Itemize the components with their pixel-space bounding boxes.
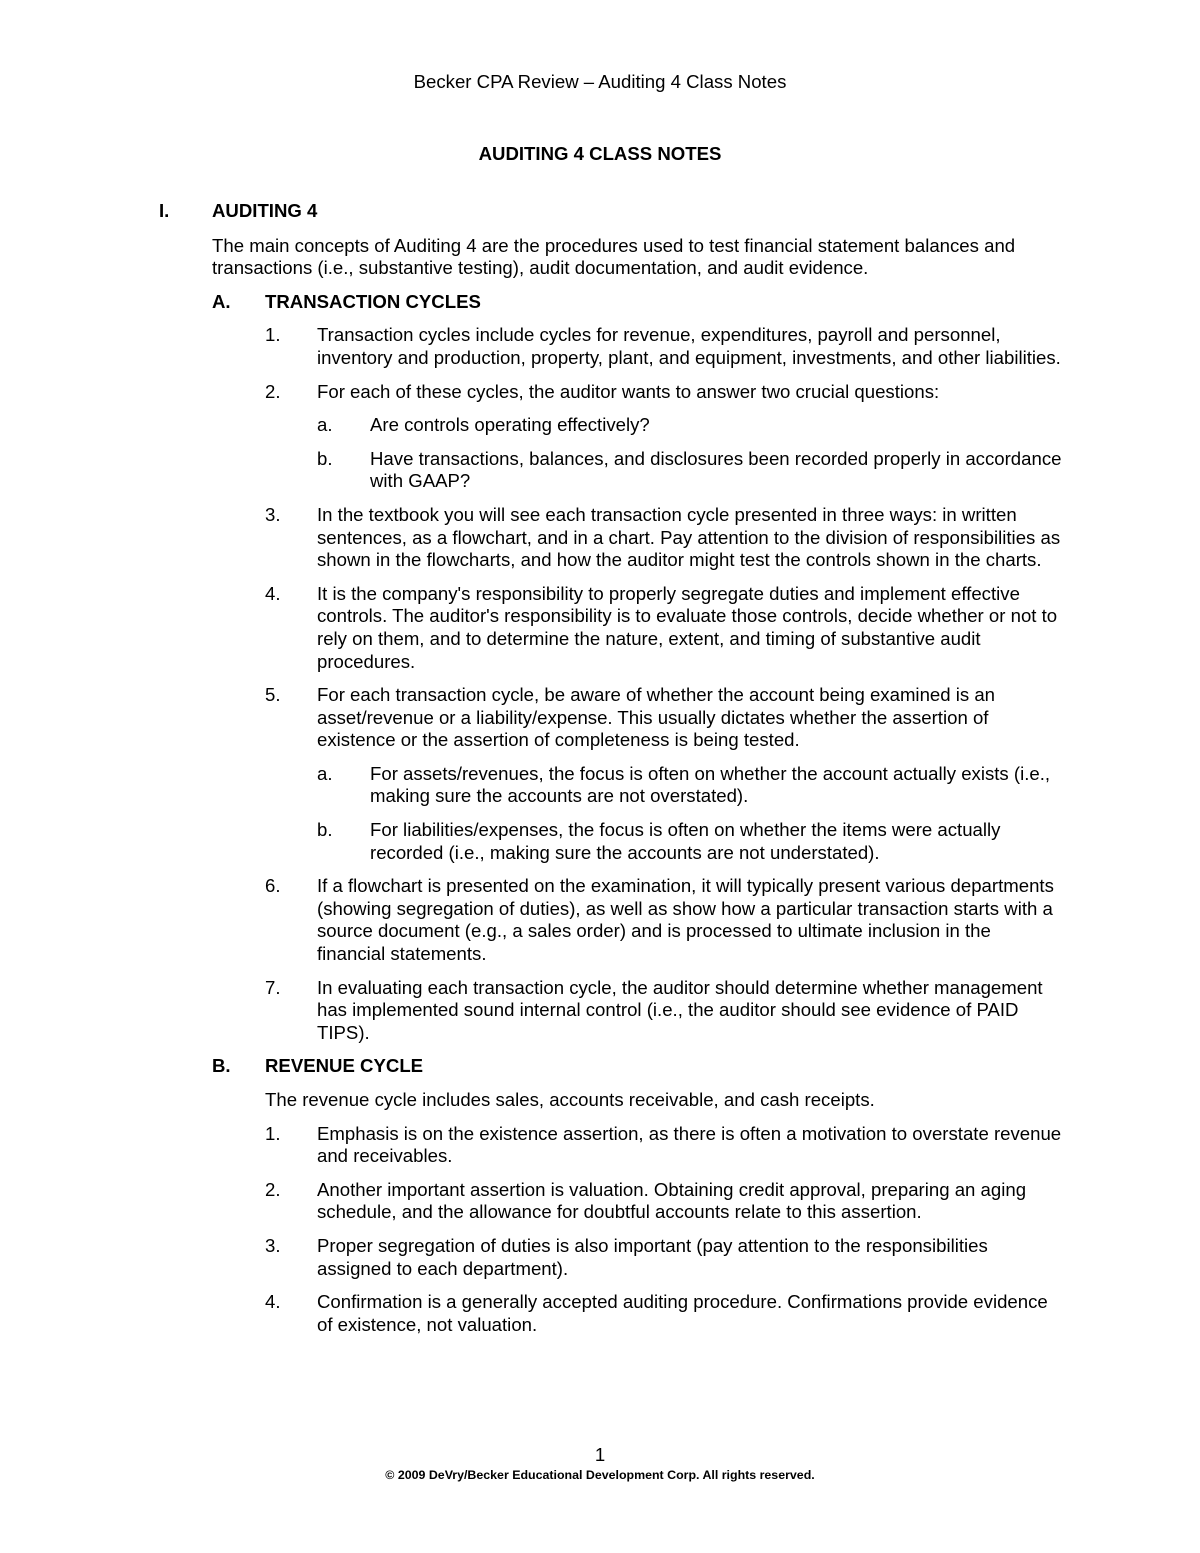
subsection-heading-a (212, 291, 1064, 314)
item-text: For each transaction cycle, be aware of whether the account being examined is an asset/revenue or a liability/expense. This usually dictates whether the assertion of existence or the assertion of completeness is being tested. (317, 684, 996, 751)
sub-item-letter: a. (317, 762, 333, 784)
list-item (265, 324, 1064, 369)
item-number: 2. (265, 1178, 281, 1200)
section-number: I. (159, 200, 170, 221)
list-item (265, 875, 1064, 965)
item-number: 4. (265, 582, 281, 604)
sub-list-item (317, 448, 1064, 493)
item-number: 3. (265, 1234, 281, 1256)
sub-item-text: For assets/revenues, the focus is often on whether the account actually exists (i.e., making sure the accounts are not overstated). (370, 762, 1051, 807)
sub-item-letter: b. (317, 447, 333, 469)
list-item (265, 977, 1064, 1045)
sub-item-letter: b. (317, 819, 333, 841)
subsection-title: TRANSACTION CYCLES (265, 290, 481, 312)
sub-item-text: Have transactions, balances, and disclosures been recorded properly in accordance with GAAP? (370, 447, 1062, 492)
sub-item-letter: a. (317, 414, 333, 436)
subsection-heading-b (212, 1055, 1064, 1078)
list-item (265, 504, 1064, 572)
item-text: In evaluating each transaction cycle, the auditor should determine whether management has implemented sound internal control (i.e., the auditor should see evidence of PAID TIPS). (317, 976, 1043, 1043)
page-number: 1 (594, 1444, 606, 1465)
list-item (265, 381, 1064, 404)
item-number: 1. (265, 324, 281, 346)
document-body (159, 200, 1064, 1347)
sub-item-text: Are controls operating effectively? (370, 414, 650, 436)
list-item (265, 1123, 1064, 1168)
sub-list-item (317, 763, 1064, 808)
list-item (265, 583, 1064, 673)
item-number: 6. (265, 875, 281, 897)
item-number: 2. (265, 380, 281, 402)
list-item (265, 1179, 1064, 1224)
item-text: Confirmation is a generally accepted auditing procedure. Confirmations provide evidence of existence, not valuation. (317, 1291, 1048, 1335)
item-number: 1. (265, 1122, 281, 1144)
item-number: 3. (265, 503, 281, 525)
item-number: 5. (265, 684, 281, 706)
section-intro: The main concepts of Auditing 4 are the procedures used to test financial statement balances and transactions (i.e., substantive testing), audit documentation, and audit evidence. (212, 234, 1016, 279)
list-item (265, 1235, 1064, 1280)
item-text: Proper segregation of duties is also important (pay attention to the responsibilities assigned to each department). (317, 1234, 988, 1279)
item-number: 7. (265, 976, 281, 998)
sub-item-text: For liabilities/expenses, the focus is often on whether the items were actually recorded (i.e., making sure the accounts are not understated). (370, 819, 1001, 863)
section-heading (159, 200, 1064, 223)
item-text: Emphasis is on the existence assertion, as there is often a motivation to overstate revenue and receivables. (317, 1122, 1062, 1167)
item-text: If a flowchart is presented on the examination, it will typically present various departments (showing segregation of duties), as well as show how a particular transaction starts with a source document (e.g., a sales order) and is processed to ultimate inclusion in the financial statements. (317, 875, 1054, 965)
running-head: Becker CPA Review – Auditing 4 Class Notes (413, 71, 787, 92)
list-item (265, 684, 1064, 752)
copyright-notice: © 2009 DeVry/Becker Educational Development Corp. All rights reserved. (385, 1468, 815, 1482)
subsection-number: B. (212, 1055, 231, 1077)
item-text: In the textbook you will see each transaction cycle presented in three ways: in written sentences, as a flowchart, and in a chart. Pay attention to the division of responsibilities as shown in the flowcharts, and how the auditor might test the controls shown in the charts. (317, 503, 1061, 571)
sub-list-item (317, 414, 1064, 437)
item-text: Another important assertion is valuation. Obtaining credit approval, preparing an aging schedule, and the allowance for doubtful accounts relate to this assertion. (317, 1178, 1027, 1223)
list-item (265, 1291, 1064, 1336)
section-title: AUDITING 4 (212, 200, 318, 221)
item-text: It is the company's responsibility to properly segregate duties and implement effective controls. The auditor's responsibility is to evaluate those controls, decide whether or not to rely on them, and to determine the nature, extent, and timing of substantive audit procedures. (317, 582, 1058, 672)
subsection-title: REVENUE CYCLE (265, 1055, 424, 1077)
item-text: For each of these cycles, the auditor wants to answer two crucial questions: (317, 380, 940, 402)
item-text: Transaction cycles include cycles for revenue, expenditures, payroll and personnel, inventory and production, property, plant, and equipment, investments, and other liabilities. (317, 324, 1061, 368)
subsection-intro: The revenue cycle includes sales, accounts receivable, and cash receipts. (265, 1089, 875, 1110)
sub-list-item (317, 819, 1064, 864)
subsection-number: A. (212, 290, 231, 312)
item-number: 4. (265, 1291, 281, 1313)
document-title: AUDITING 4 CLASS NOTES (478, 143, 722, 164)
